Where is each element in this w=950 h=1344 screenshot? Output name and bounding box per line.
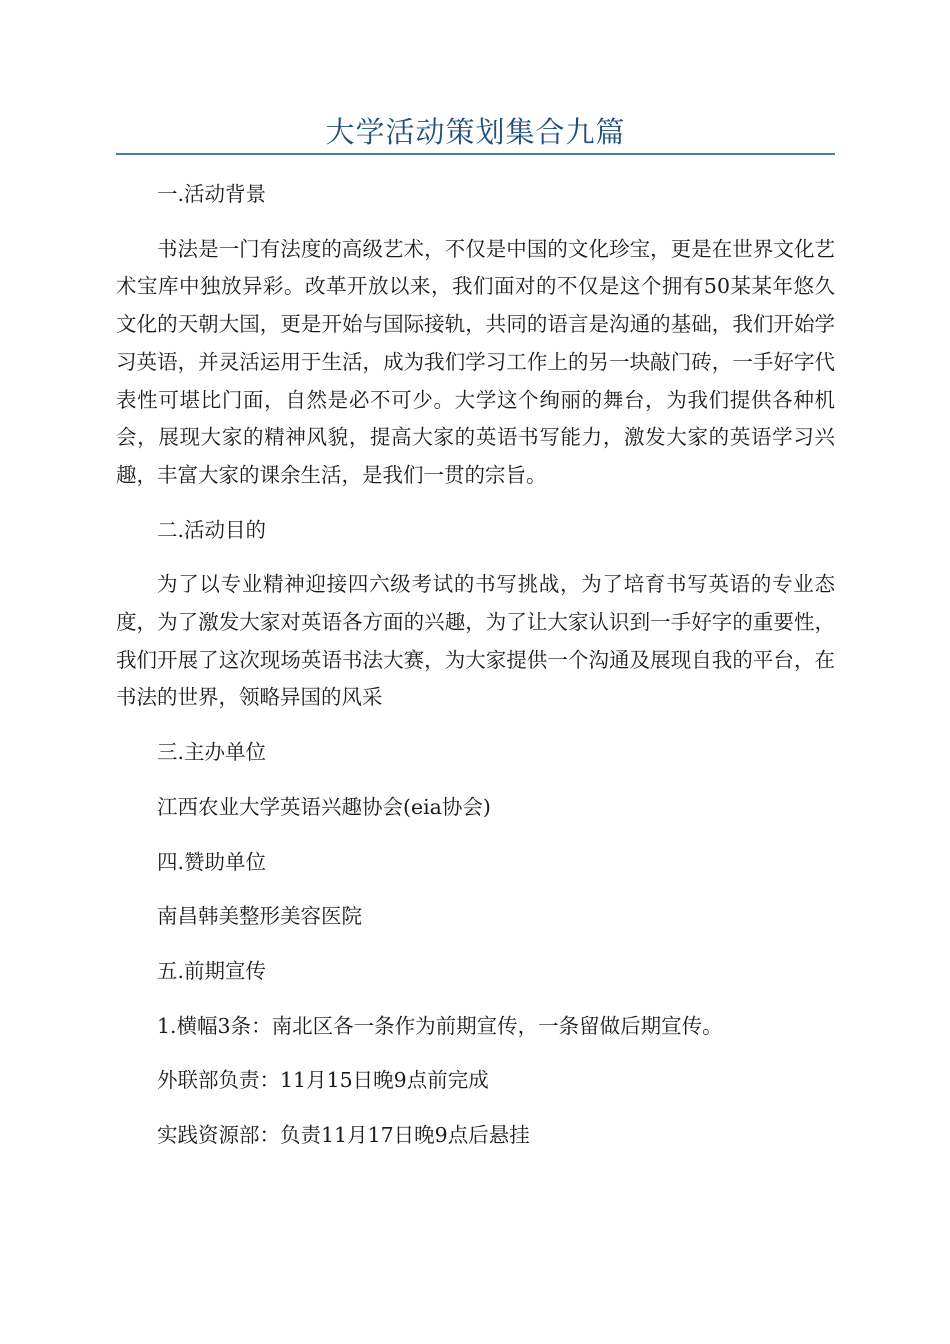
paragraph-banners: 1.横幅3条：南北区各一条作为前期宣传，一条留做后期宣传。 (157, 1013, 723, 1038)
paragraph-organizer: 江西农业大学英语兴趣协会(eia协会) (157, 794, 491, 819)
heading-activity-background: 一.活动背景 (157, 182, 267, 206)
heading-activity-purpose: 二.活动目的 (157, 517, 267, 542)
document-body (116, 176, 835, 1172)
heading-sponsor: 四.赞助单位 (157, 849, 267, 874)
paragraph-activity-purpose: 为了以专业精神迎接四六级考试的书写挑战，为了培育书写英语的专业态度，为了激发大家对英语各方面的兴趣，为了让大家认识到一手好字的重要性，我们开展了这次现场英语书法大赛，为大家提供一个沟通及展现自我的平台，在书法的世界，领略异国的风采 (116, 572, 835, 710)
document-title: 大学活动策划集合九篇 (325, 115, 626, 149)
paragraph-practice-dept: 实践资源部：负责11月17日晚9点后悬挂 (157, 1123, 530, 1148)
heading-organizer: 三.主办单位 (157, 740, 267, 765)
heading-promotion: 五.前期宣传 (157, 958, 267, 983)
paragraph-external-dept: 外联部负责：11月15日晚9点前完成 (157, 1068, 489, 1093)
paragraph-activity-background: 书法是一门有法度的高级艺术，不仅是中国的文化珍宝，更是在世界文化艺术宝库中独放异彩。改革开放以来，我们面对的不仅是这个拥有50某某年悠久文化的天朝大国，更是开始与国际接轨，共同的语言是沟通的基础，我们开始学习英语，并灵活运用于生活，成为我们学习工作上的另一块敲门砖，一手好字代表性可堪比门面，自然是必不可少。大学这个绚丽的舞台，为我们提供各种机会，展现大家的精神风貌，提高大家的英语书写能力，激发大家的英语学习兴趣，丰富大家的课余生活，是我们一贯的宗旨。 (116, 236, 835, 487)
title-underline (116, 153, 835, 155)
paragraph-sponsor: 南昌韩美整形美容医院 (157, 904, 362, 929)
